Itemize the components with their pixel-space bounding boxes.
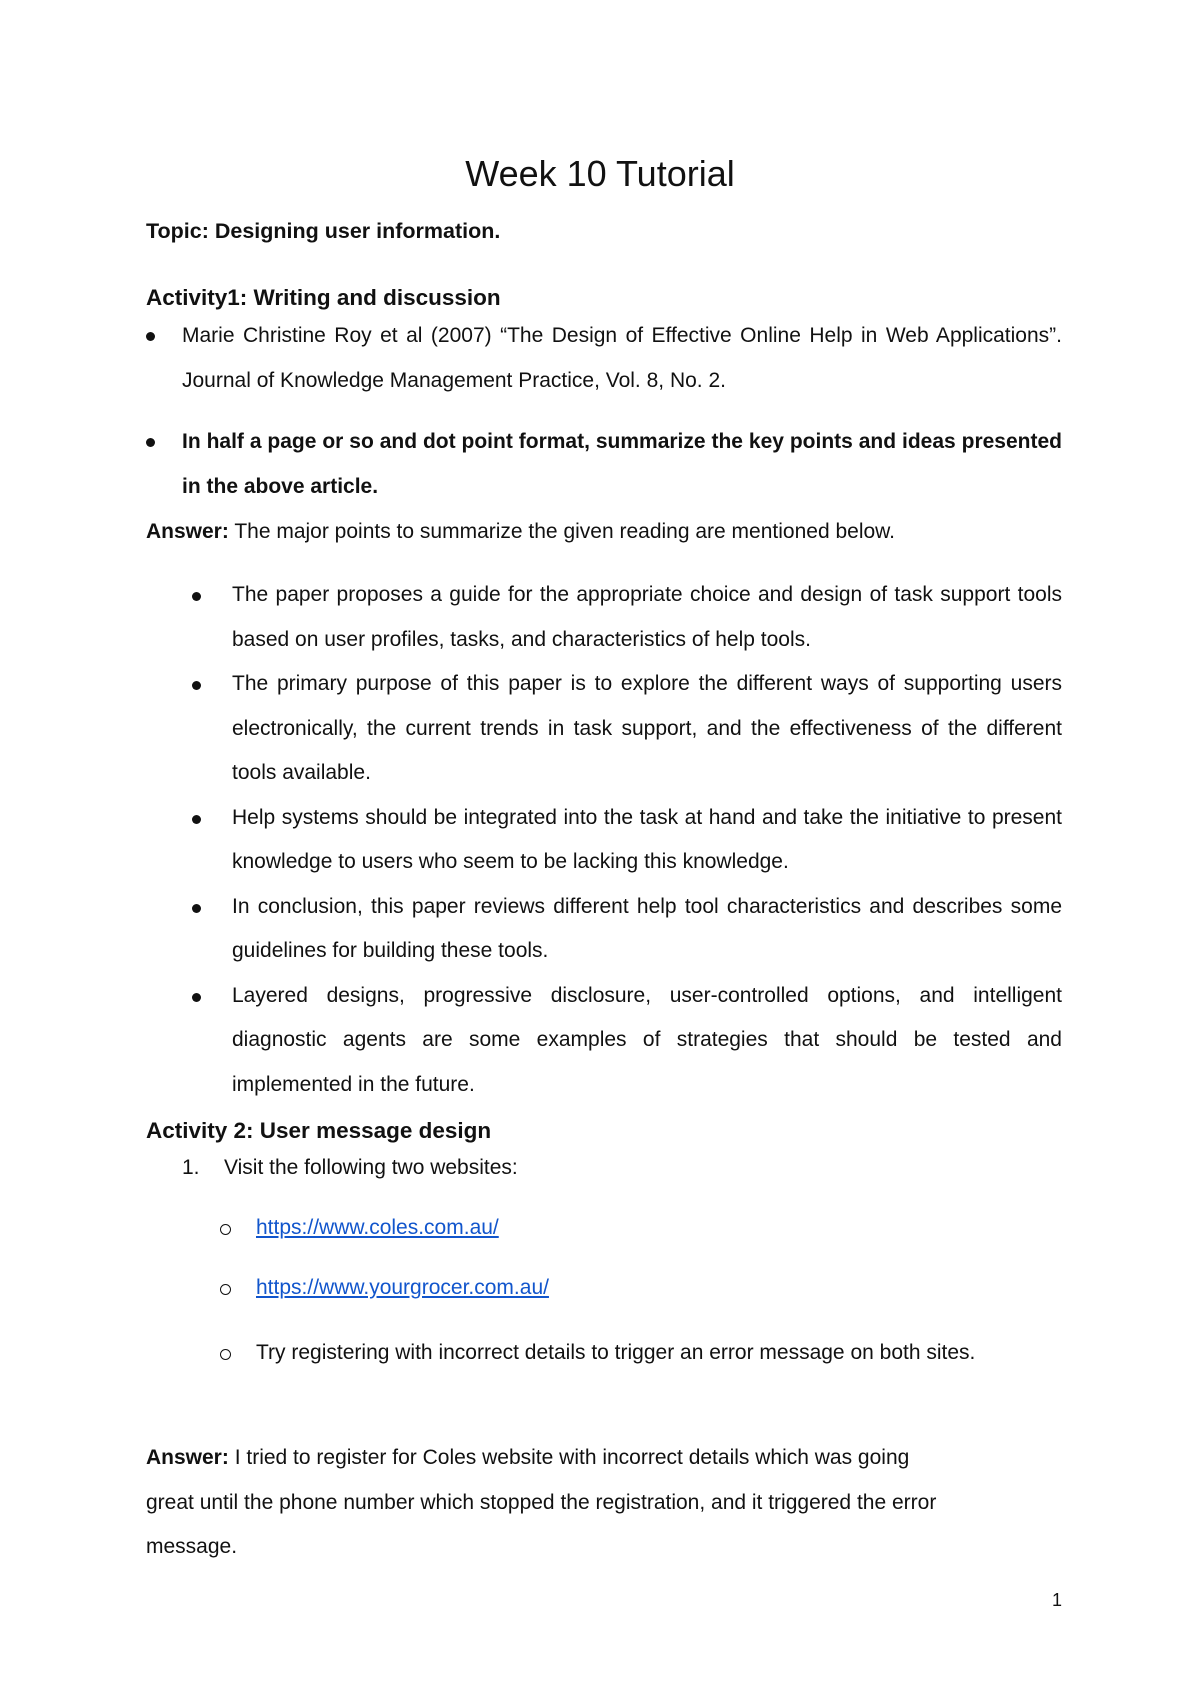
answer1-line <box>146 512 1066 552</box>
answer2-paragraph <box>146 1436 1076 1570</box>
yourgrocer-link[interactable]: https://www.yourgrocer.com.au/ <box>256 1276 549 1299</box>
circle-bullet-icon <box>220 1349 231 1360</box>
answer2-line: Answer: I tried to register for Coles website with incorrect details which was going <box>146 1446 910 1469</box>
register-instruction-item <box>256 1330 1011 1376</box>
summary-point: The primary purpose of this paper is to explore the different ways of supporting users electronically, the current trends in task support, and the effectiveness of the different tools available. <box>232 662 1062 796</box>
circle-bullet-icon <box>220 1224 231 1235</box>
step-1 <box>182 1148 518 1188</box>
bullet-icon <box>192 815 201 824</box>
website-link-item <box>256 1268 549 1308</box>
circle-bullet-icon <box>220 1284 231 1295</box>
activity2-heading: Activity 2: User message design <box>146 1118 492 1143</box>
bullet-icon <box>192 904 201 913</box>
reference-item <box>182 313 1062 403</box>
bullet-icon <box>192 592 201 601</box>
summary-points-list <box>232 573 1062 1107</box>
answer2-label: Answer: <box>146 1446 229 1469</box>
register-instruction-text: Try registering with incorrect details to trigger an error message on both sites. <box>256 1341 976 1364</box>
summary-point: In conclusion, this paper reviews different help tool characteristics and describes some guidelines for building these tools. <box>232 885 1062 974</box>
activity1-heading: Activity1: Writing and discussion <box>146 285 501 310</box>
summary-point: Layered designs, progressive disclosure, user-controlled options, and intelligent diagnostic agents are some examples of strategies that should be tested and implemented in the future. <box>232 974 1062 1108</box>
instruction-text: In half a page or so and dot point format, summarize the key points and ideas presented in the above article. <box>182 430 1062 498</box>
step-text: Visit the following two websites: <box>224 1156 518 1179</box>
topic-line: Topic: Designing user information. <box>146 219 501 243</box>
summary-point: The paper proposes a guide for the appropriate choice and design of task support tools based on user profiles, tasks, and characteristics of help tools. <box>232 573 1062 662</box>
page-number: 1 <box>1052 1590 1063 1610</box>
bullet-icon <box>146 438 155 447</box>
bullet-icon <box>192 681 201 690</box>
bullet-icon <box>192 993 201 1002</box>
answer2-line: message. <box>146 1535 238 1558</box>
bullet-icon <box>146 332 155 341</box>
instruction-item <box>182 419 1062 509</box>
step-number: 1. <box>182 1156 200 1179</box>
answer1-label: Answer: <box>146 520 229 543</box>
coles-link[interactable]: https://www.coles.com.au/ <box>256 1216 499 1239</box>
document-title: Week 10 Tutorial <box>465 153 735 194</box>
answer2-line: great until the phone number which stopped the registration, and it triggered the error <box>146 1490 937 1514</box>
reference-text: Marie Christine Roy et al (2007) “The Design of Effective Online Help in Web Applications”. Journal of Knowledge Management Practice, Vol. 8, No. 2. <box>182 324 1062 392</box>
answer1-text: The major points to summarize the given reading are mentioned below. <box>228 520 896 543</box>
summary-point: Help systems should be integrated into the task at hand and take the initiative to present knowledge to users who seem to be lacking this knowledge. <box>232 796 1062 885</box>
website-link-item <box>256 1208 499 1248</box>
